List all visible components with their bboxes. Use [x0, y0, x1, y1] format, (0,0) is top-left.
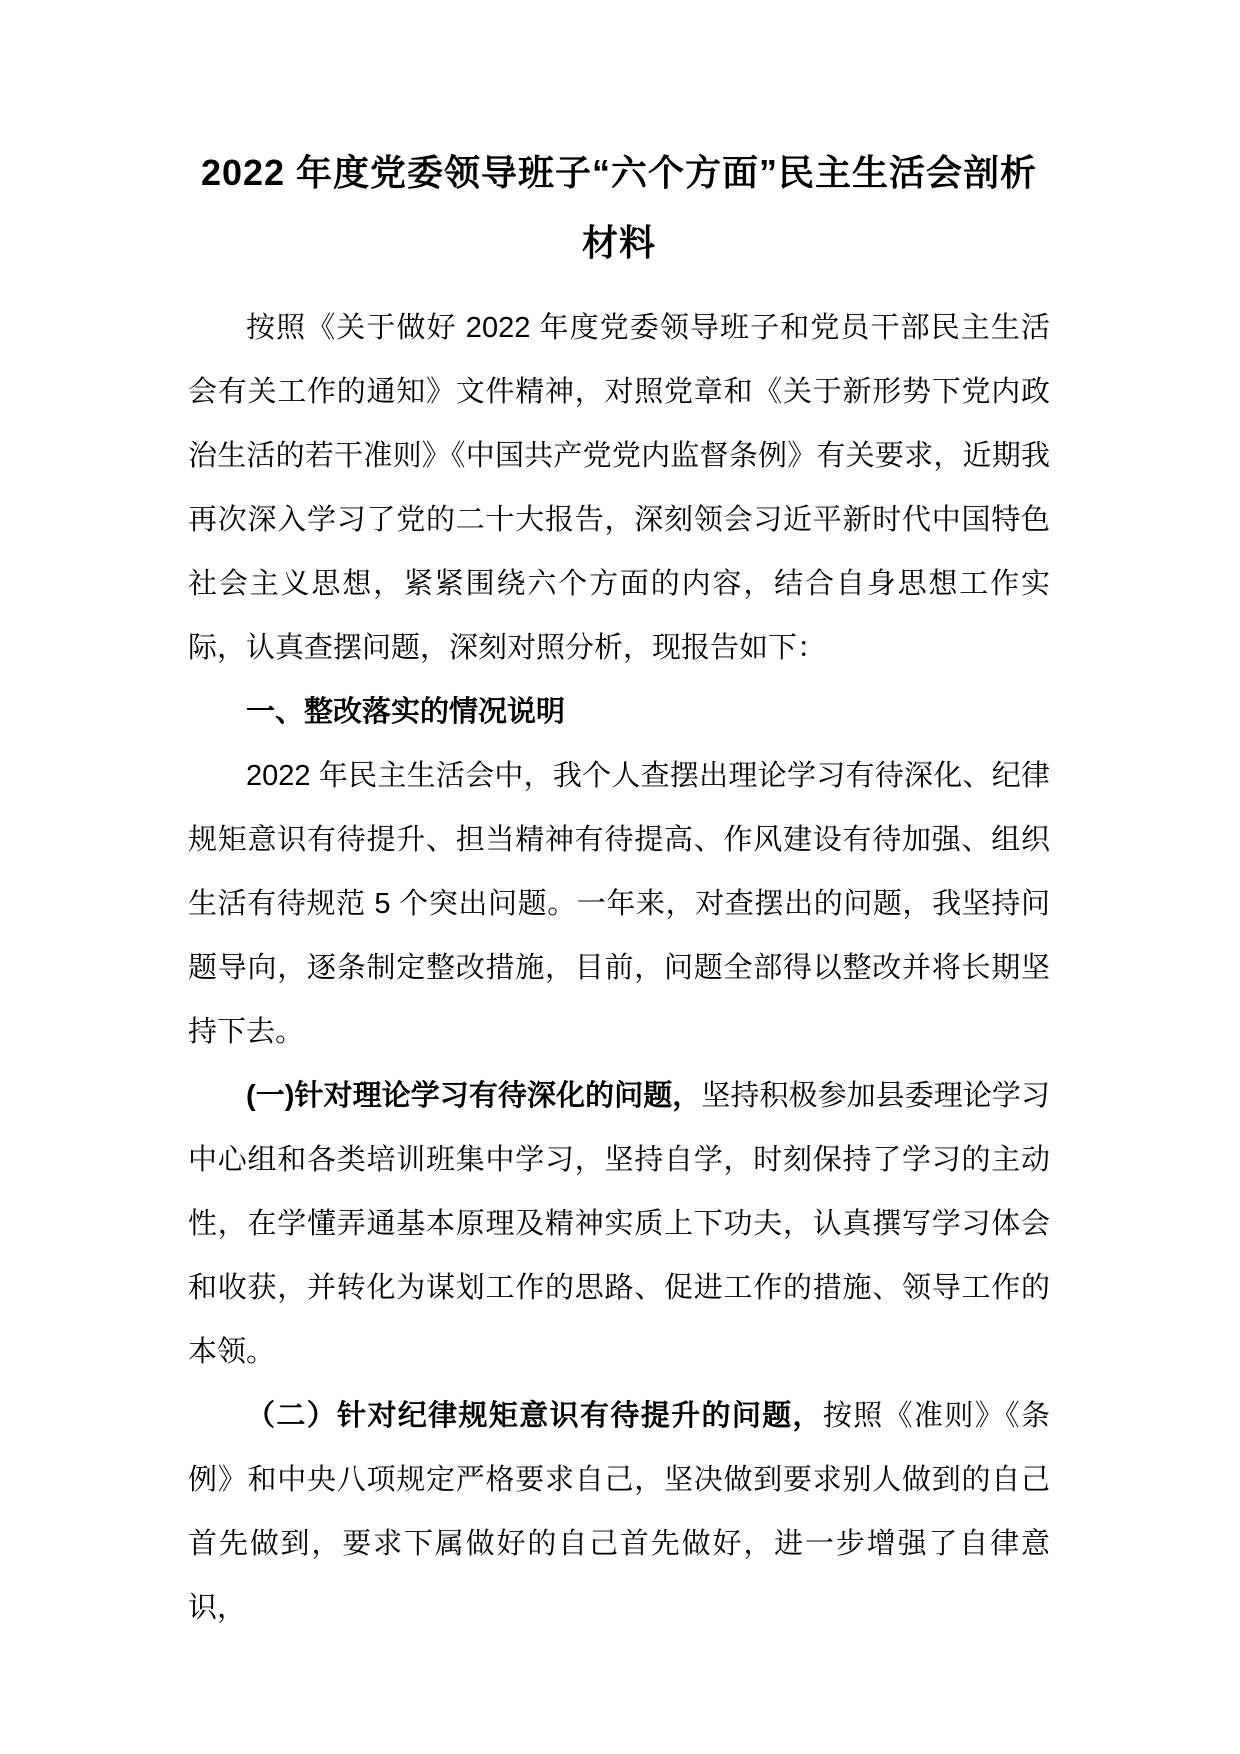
paragraph-intro: 按照《关于做好 2022 年度党委领导班子和党员干部民主生活会有关工作的通知》文件精神，对照党章和《关于新形势下党内政治生活的若干准则》《中国共产党党内监督条例》有关要求，近期我再次深入学习了党的二十大报告，深刻领会习近平新时代中国特色社会主义思想，紧紧围绕六个方面的内容，结合自身思想工作实际，认真查摆问题，深刻对照分析，现报告如下： [188, 312, 1050, 664]
paragraph-item-2 [188, 1384, 1050, 1640]
paragraph-rectification-summary: 2022 年民主生活会中，我个人查摆出理论学习有待深化、纪律规矩意识有待提升、担当精神有待提高、作风建设有待加强、组织生活有待规范 5 个突出问题。一年来，对查摆出的问题，我坚持问题导向，逐条制定整改措施，目前，问题全部得以整改并将长期坚持下去。 [188, 760, 1050, 1048]
paragraph-item-1 [188, 1064, 1050, 1384]
item-1-text: 坚持积极参加县委理论学习中心组和各类培训班集中学习，坚持自学，时刻保持了学习的主动性，在学懂弄通基本原理及精神实质上下功夫，认真撰写学习体会和收获，并转化为谋划工作的思路、促进工作的措施、领导工作的本领。 [188, 1080, 1050, 1368]
section-heading-rectification: 一、整改落实的情况说明 [246, 696, 566, 728]
item-2-lead: （二）针对纪律规矩意识有待提升的问题， [246, 1400, 823, 1432]
item-1-lead: (一)针对理论学习有待深化的问题， [246, 1080, 702, 1112]
item-2-text: 按照《准则》《条例》和中央八项规定严格要求自己，坚决做到要求别人做到的自己首先做到，要求下属做好的自己首先做好，进一步增强了自律意识， [188, 1400, 1050, 1624]
document-title: 2022 年度党委领导班子“六个方面”民主生活会剖析材料 [200, 152, 1038, 263]
